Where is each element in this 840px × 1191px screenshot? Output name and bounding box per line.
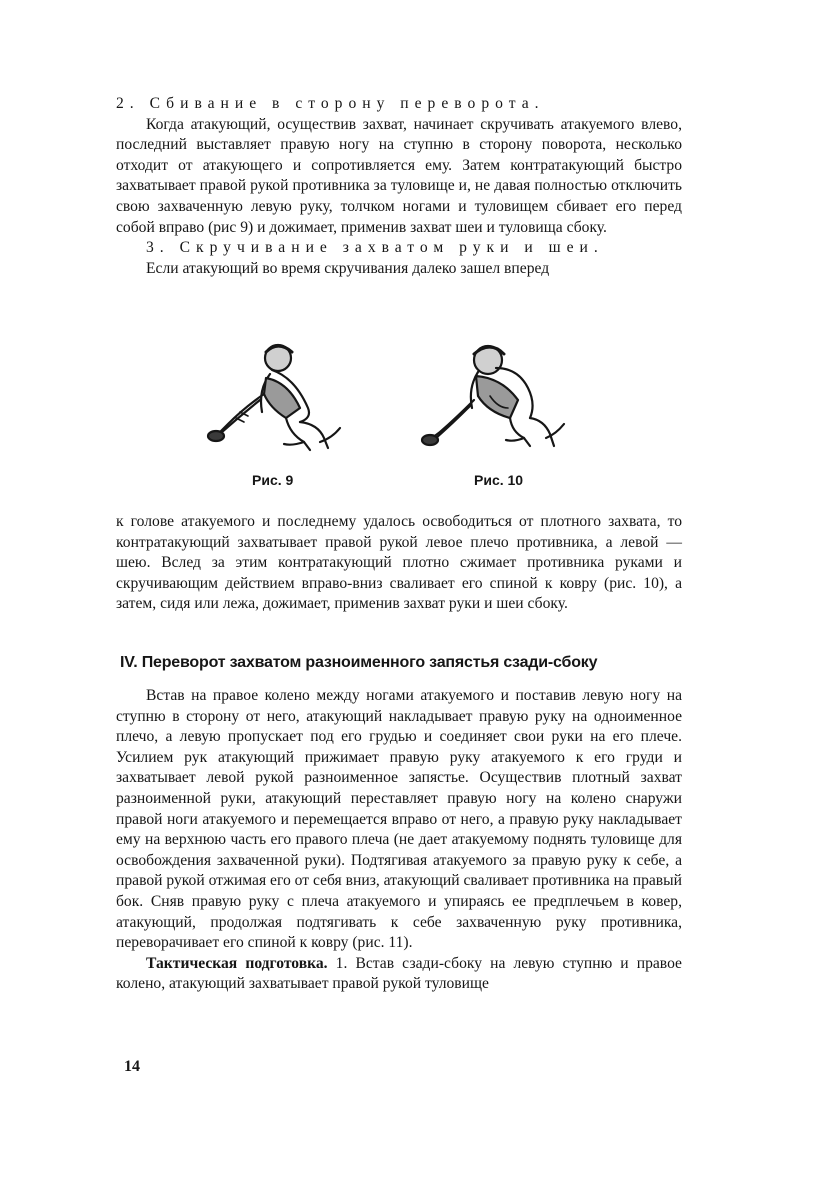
figure-9-caption: Рис. 9 <box>252 472 294 488</box>
tactical-paragraph <box>116 954 682 995</box>
tactical-label: Тактическая подготовка. <box>146 954 328 972</box>
figure-9-illustration <box>200 338 350 468</box>
figure-10-drawing <box>418 338 568 468</box>
item-3-heading-text: 3. Скручивание захватом руки и шеи. <box>146 239 604 257</box>
bottom-text-block <box>116 686 682 995</box>
section-iv-heading: IV. Переворот захватом разноименного запястья сзади-сбоку <box>120 654 598 671</box>
tactical-text: 1. Встав сзади-сбоку на левую ступню и правое колено, атакующий захватывает правой рукой туловище <box>116 954 682 993</box>
figure-9-drawing <box>200 338 350 468</box>
item-3-paragraph-start: Если атакующий во время скручивания далеко зашел вперед <box>146 259 550 277</box>
item-3-heading <box>116 238 682 259</box>
figure-10-caption: Рис. 10 <box>474 472 524 488</box>
middle-text-block <box>116 512 682 615</box>
section-iv-paragraph-1: Встав на правое колено между ногами атакуемого и поставив левую ногу на ступню в сторону от него, атакующий накладывает правую руку на одноименное плечо, а левую пропускает под его грудью и соединяет свои руки на его плече. Усилием рук атакующий прижимает правую руку атакуемого к его груди и захватывает левой рукой разноименное запястье. Осуществив плотный захват разноименной руки, атакующий переставляет правую ногу на колено снаружи правой ноги атакуемого и перемещается вправо от него, а правую руку накладывает ему на верхнюю часть его правого плеча (не дает атакуемому поднять туловище для освобождения захваченной руки). Подтягивая атакуемого за правую руку к себе, а правой рукой отжимая его от себя вниз, атакующий сваливает противника на правый бок. Сняв правую руку с плеча атакуемого и упираясь ее предплечьем в ковер, атакующий, продолжая подтягивать к себе захваченную руку противника, переворачивает его спиной к ковру (рис. 11). <box>116 687 682 952</box>
page-number: 14 <box>124 1058 140 1075</box>
continuation-paragraph: к голове атакуемого и последнему удалось освободиться от плотного захвата, то контратакующий захватывает правой рукой левое плечо противника, а левой — шею. Вслед за этим контратакующий плотно сжимает противника руками и скручивающим действием вправо-вниз сваливает его спиной к ковру (рис. 10), а затем, сидя или лежа, дожимает, применив захват руки и шеи сбоку. <box>116 513 682 613</box>
top-text-block <box>116 94 682 279</box>
item-2-paragraph: Когда атакующий, осуществив захват, начинает скручивать атакуемого влево, последний выставляет правую ногу на ступню в сторону поворота, несколько отходит от атакующего и сопротивляется ему. Затем контратакующий быстро захватывает правой рукой противника за туловище и, не давая полностью отключить свою захваченную левую руку, толчком ногами и туловищем сбивает его перед собой вправо (рис 9) и дожимает, применив захват шеи и туловища сбоку. <box>116 115 682 236</box>
item-2-heading <box>116 94 682 115</box>
figure-10-illustration <box>418 338 568 468</box>
item-2-heading-text: 2. Сбивание в сторону переворота. <box>116 95 545 112</box>
